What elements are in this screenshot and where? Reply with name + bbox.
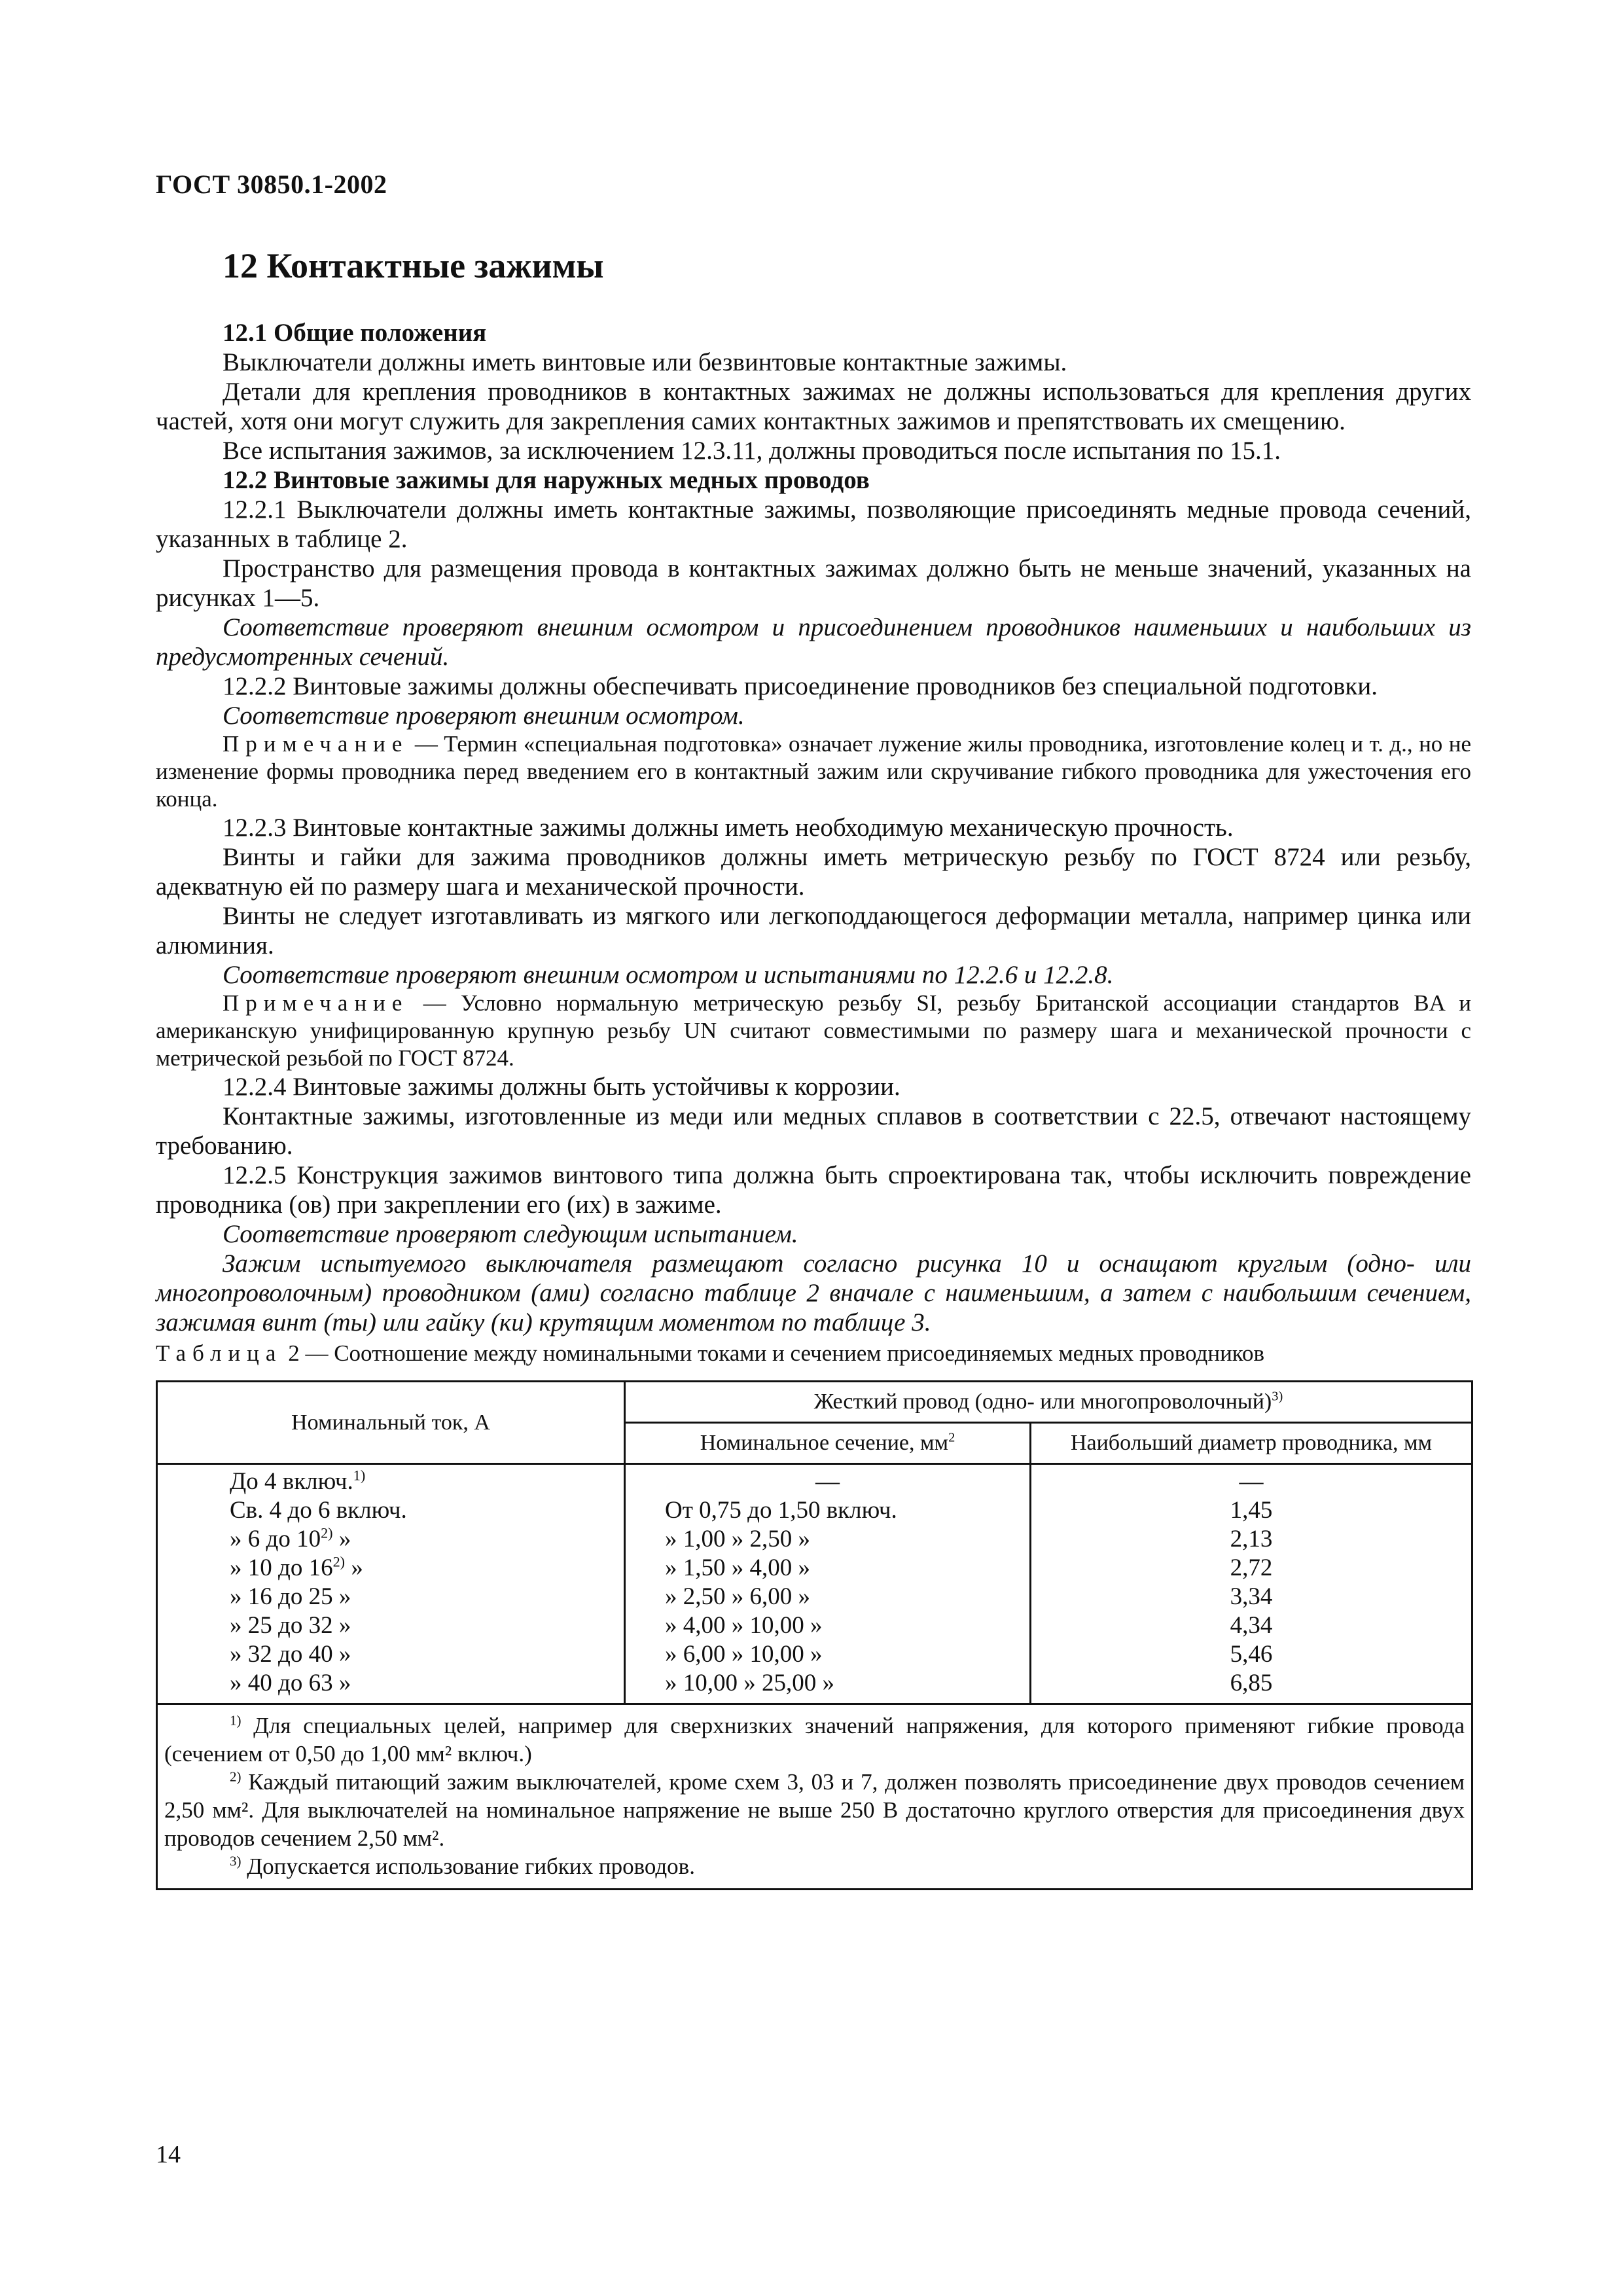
table-footnote (164, 1712, 1465, 1768)
table-footnote (164, 1852, 1465, 1880)
diameter-value: 6,85 (1230, 1670, 1273, 1696)
footnote-ref: 2) (332, 1553, 346, 1570)
section-value: » 6,00 » 10,00 » (665, 1641, 823, 1668)
table-body-row (157, 1464, 1472, 1704)
column-current (157, 1464, 625, 1704)
current-value (158, 1583, 624, 1611)
current-value (158, 1554, 624, 1583)
note-label: Примечание (223, 990, 409, 1016)
diameter-value: 2,72 (1230, 1554, 1273, 1581)
current-text: » 16 до 25 (230, 1583, 333, 1610)
header-max-diameter (1031, 1423, 1472, 1464)
header-text: Жесткий провод (одно- или многопроволочный) (813, 1390, 1272, 1414)
section-value: » 1,00 » 2,50 » (665, 1526, 810, 1552)
subsection-heading-12-2: 12.2 Винтовые зажимы для наружных медных проводов (223, 466, 870, 494)
compliance-text: Соответствие проверяют внешним осмотром и испытаниями по 12.2.6 и 12.2.8. (223, 961, 1114, 989)
current-text: » 32 до 40 (230, 1641, 333, 1668)
current-value (158, 1669, 624, 1698)
paragraph-12-2-1: 12.2.1 Выключатели должны иметь контактные зажимы, позволяющие присоединять медные провода сечений, указанных в таблице 2. (156, 495, 1471, 553)
section-value: От 0,75 до 1,50 включ. (665, 1497, 897, 1524)
page-number: 14 (156, 2141, 181, 2168)
table-caption-label: Таблица (156, 1340, 283, 1366)
section-value: » 4,00 » 10,00 » (665, 1612, 823, 1639)
compliance-text: Соответствие проверяют внешним осмотром и присоединением проводников наименьших и наибольших из предусмотренных сечений. (156, 613, 1471, 671)
document-code: ГОСТ 30850.1-2002 (156, 170, 387, 199)
footnote-mark: 3) (230, 1853, 241, 1869)
table-caption-number: 2 (288, 1340, 300, 1366)
current-text: До 4 включ. (230, 1468, 353, 1495)
paragraph-12-2-3: 12.2.3 Винтовые контактные зажимы должны иметь необходимую механическую прочность. (223, 814, 1234, 842)
diameter-value: — (1239, 1468, 1264, 1495)
table-caption (156, 1340, 1471, 1367)
footnote-text: Для специальных целей, например для сверхнизких значений напряжения, для которого применяют гибкие провода (сечением от 0,50 до 1,00 мм² включ.) (164, 1713, 1465, 1767)
diameter-value: 1,45 (1230, 1497, 1273, 1524)
current-text: » 6 до 10 (230, 1526, 321, 1552)
footnote-ref: 1) (353, 1467, 366, 1484)
paragraph-12-2-2: 12.2.2 Винтовые зажимы должны обеспечивать присоединение проводников без специальной подготовки. (223, 672, 1378, 700)
note-text: — Термин «специальная подготовка» означает лужение жилы проводника, изготовление колец и т. д., но не изменение формы проводника перед введением его в контактный зажим или скручивание гибкого проводника для ужесточения его конца. (156, 731, 1471, 812)
current-text: » 25 до 32 (230, 1612, 333, 1639)
current-value (158, 1467, 624, 1496)
table-2 (156, 1380, 1473, 1890)
section-value: » 10,00 » 25,00 » (665, 1670, 834, 1696)
subsection-heading-12-1: 12.1 Общие положения (223, 319, 487, 347)
header-text: Наибольший диаметр проводника, мм (1070, 1431, 1433, 1455)
footnote-text: Каждый питающий зажим выключателей, кроме схем 3, 03 и 7, должен позволять присоединение двух проводов сечением 2,50 мм². Для выключателей на номинальное напряжение не выше 250 В достаточно круглого отверстия для присоединения двух проводов сечением 2,50 мм². (164, 1769, 1465, 1851)
paragraph: Винты и гайки для зажима проводников должны иметь метрическую резьбу по ГОСТ 8724 или резьбу, адекватную ей по размеру шага и механической прочности. (156, 843, 1471, 901)
current-tail: » (332, 1526, 351, 1552)
footnote-ref: 2) (321, 1524, 333, 1541)
compliance-text: Соответствие проверяют следующим испытанием. (223, 1220, 798, 1248)
note-label: Примечание (223, 731, 409, 757)
current-value (158, 1640, 624, 1669)
footnote-ref: 3) (1272, 1389, 1283, 1404)
paragraph-12-2-4: 12.2.4 Винтовые зажимы должны быть устойчивы к коррозии. (223, 1073, 901, 1101)
table-caption-text: — Соотношение между номинальными токами и сечением присоединяемых медных проводников (305, 1340, 1265, 1366)
paragraph-12-2-5: 12.2.5 Конструкция зажимов винтового типа должна быть спроектирована так, чтобы исключить повреждение проводника (ов) при закреплении его (их) в зажиме. (156, 1161, 1471, 1219)
paragraph: Выключатели должны иметь винтовые или безвинтовые контактные зажимы. (223, 348, 1067, 376)
header-text: Номинальное сечение, мм (700, 1431, 949, 1455)
current-text: » 40 до 63 (230, 1670, 333, 1696)
header-text: Номинальный ток, А (291, 1410, 490, 1435)
compliance-text: Соответствие проверяют внешним осмотром. (223, 702, 745, 730)
header-rigid-wire (625, 1382, 1472, 1423)
current-text: Св. 4 до 6 включ. (230, 1497, 407, 1524)
table-footnote (164, 1768, 1465, 1852)
paragraph: Детали для крепления проводников в контактных зажимах не должны использоваться для крепления других частей, хотя они могут служить для закрепления самих контактных зажимов и препятствовать их смещению. (156, 378, 1471, 435)
current-tail: » (332, 1641, 351, 1668)
current-value (158, 1525, 624, 1554)
section-value: — (815, 1468, 840, 1495)
section-title: 12 Контактные зажимы (223, 246, 604, 285)
section-value: » 2,50 » 6,00 » (665, 1583, 810, 1610)
table-footnotes (157, 1704, 1472, 1890)
column-section (625, 1464, 1031, 1704)
note (156, 730, 1471, 813)
note (156, 990, 1471, 1072)
current-tail: » (332, 1583, 351, 1610)
current-text: » 10 до 16 (230, 1554, 333, 1581)
header-nominal-section (625, 1423, 1031, 1464)
current-value (158, 1496, 624, 1525)
note-text: — Условно нормальную метрическую резьбу SI, резьбу Британской ассоциации стандартов BA и американскую унифицированную крупную резьбу UN считают совместимыми по размеру шага и механической прочности с метрической резьбой по ГОСТ 8724. (156, 990, 1472, 1071)
diameter-value: 3,34 (1230, 1583, 1273, 1610)
footnote-text: Допускается использование гибких проводов. (247, 1854, 695, 1879)
test-description: Зажим испытуемого выключателя размещают согласно рисунка 10 и оснащают круглым (одно- или многопроволочным) проводником (ами) согласно таблице 2 вначале с наименьшим, а затем с наибольшим сечением, зажимая винт (ты) или гайку (ки) крутящим моментом по таблице 3. (156, 1249, 1471, 1336)
section-value: » 1,50 » 4,00 » (665, 1554, 810, 1581)
footnote-mark: 2) (230, 1768, 241, 1785)
paragraph: Контактные зажимы, изготовленные из меди или медных сплавов в соответствии с 22.5, отвечают настоящему требованию. (156, 1102, 1471, 1160)
paragraph: Винты не следует изготавливать из мягкого или легкоподдающегося деформации металла, например цинка или алюминия. (156, 902, 1471, 960)
unit-superscript: 2 (948, 1430, 955, 1445)
diameter-value: 5,46 (1230, 1641, 1273, 1668)
current-tail: » (332, 1612, 351, 1639)
header-nominal-current (157, 1382, 625, 1464)
paragraph: Все испытания зажимов, за исключением 12.3.11, должны проводиться после испытания по 15.1. (223, 437, 1281, 465)
column-diameter (1031, 1464, 1472, 1704)
paragraph: Пространство для размещения провода в контактных зажимах должно быть не меньше значений, указанных на рисунках 1—5. (156, 554, 1471, 612)
current-value (158, 1611, 624, 1640)
document-body (156, 318, 1471, 1890)
current-tail: » (332, 1670, 351, 1696)
diameter-value: 2,13 (1230, 1526, 1273, 1552)
footnote-mark: 1) (230, 1712, 241, 1729)
current-tail: » (345, 1554, 363, 1581)
diameter-value: 4,34 (1230, 1612, 1273, 1639)
